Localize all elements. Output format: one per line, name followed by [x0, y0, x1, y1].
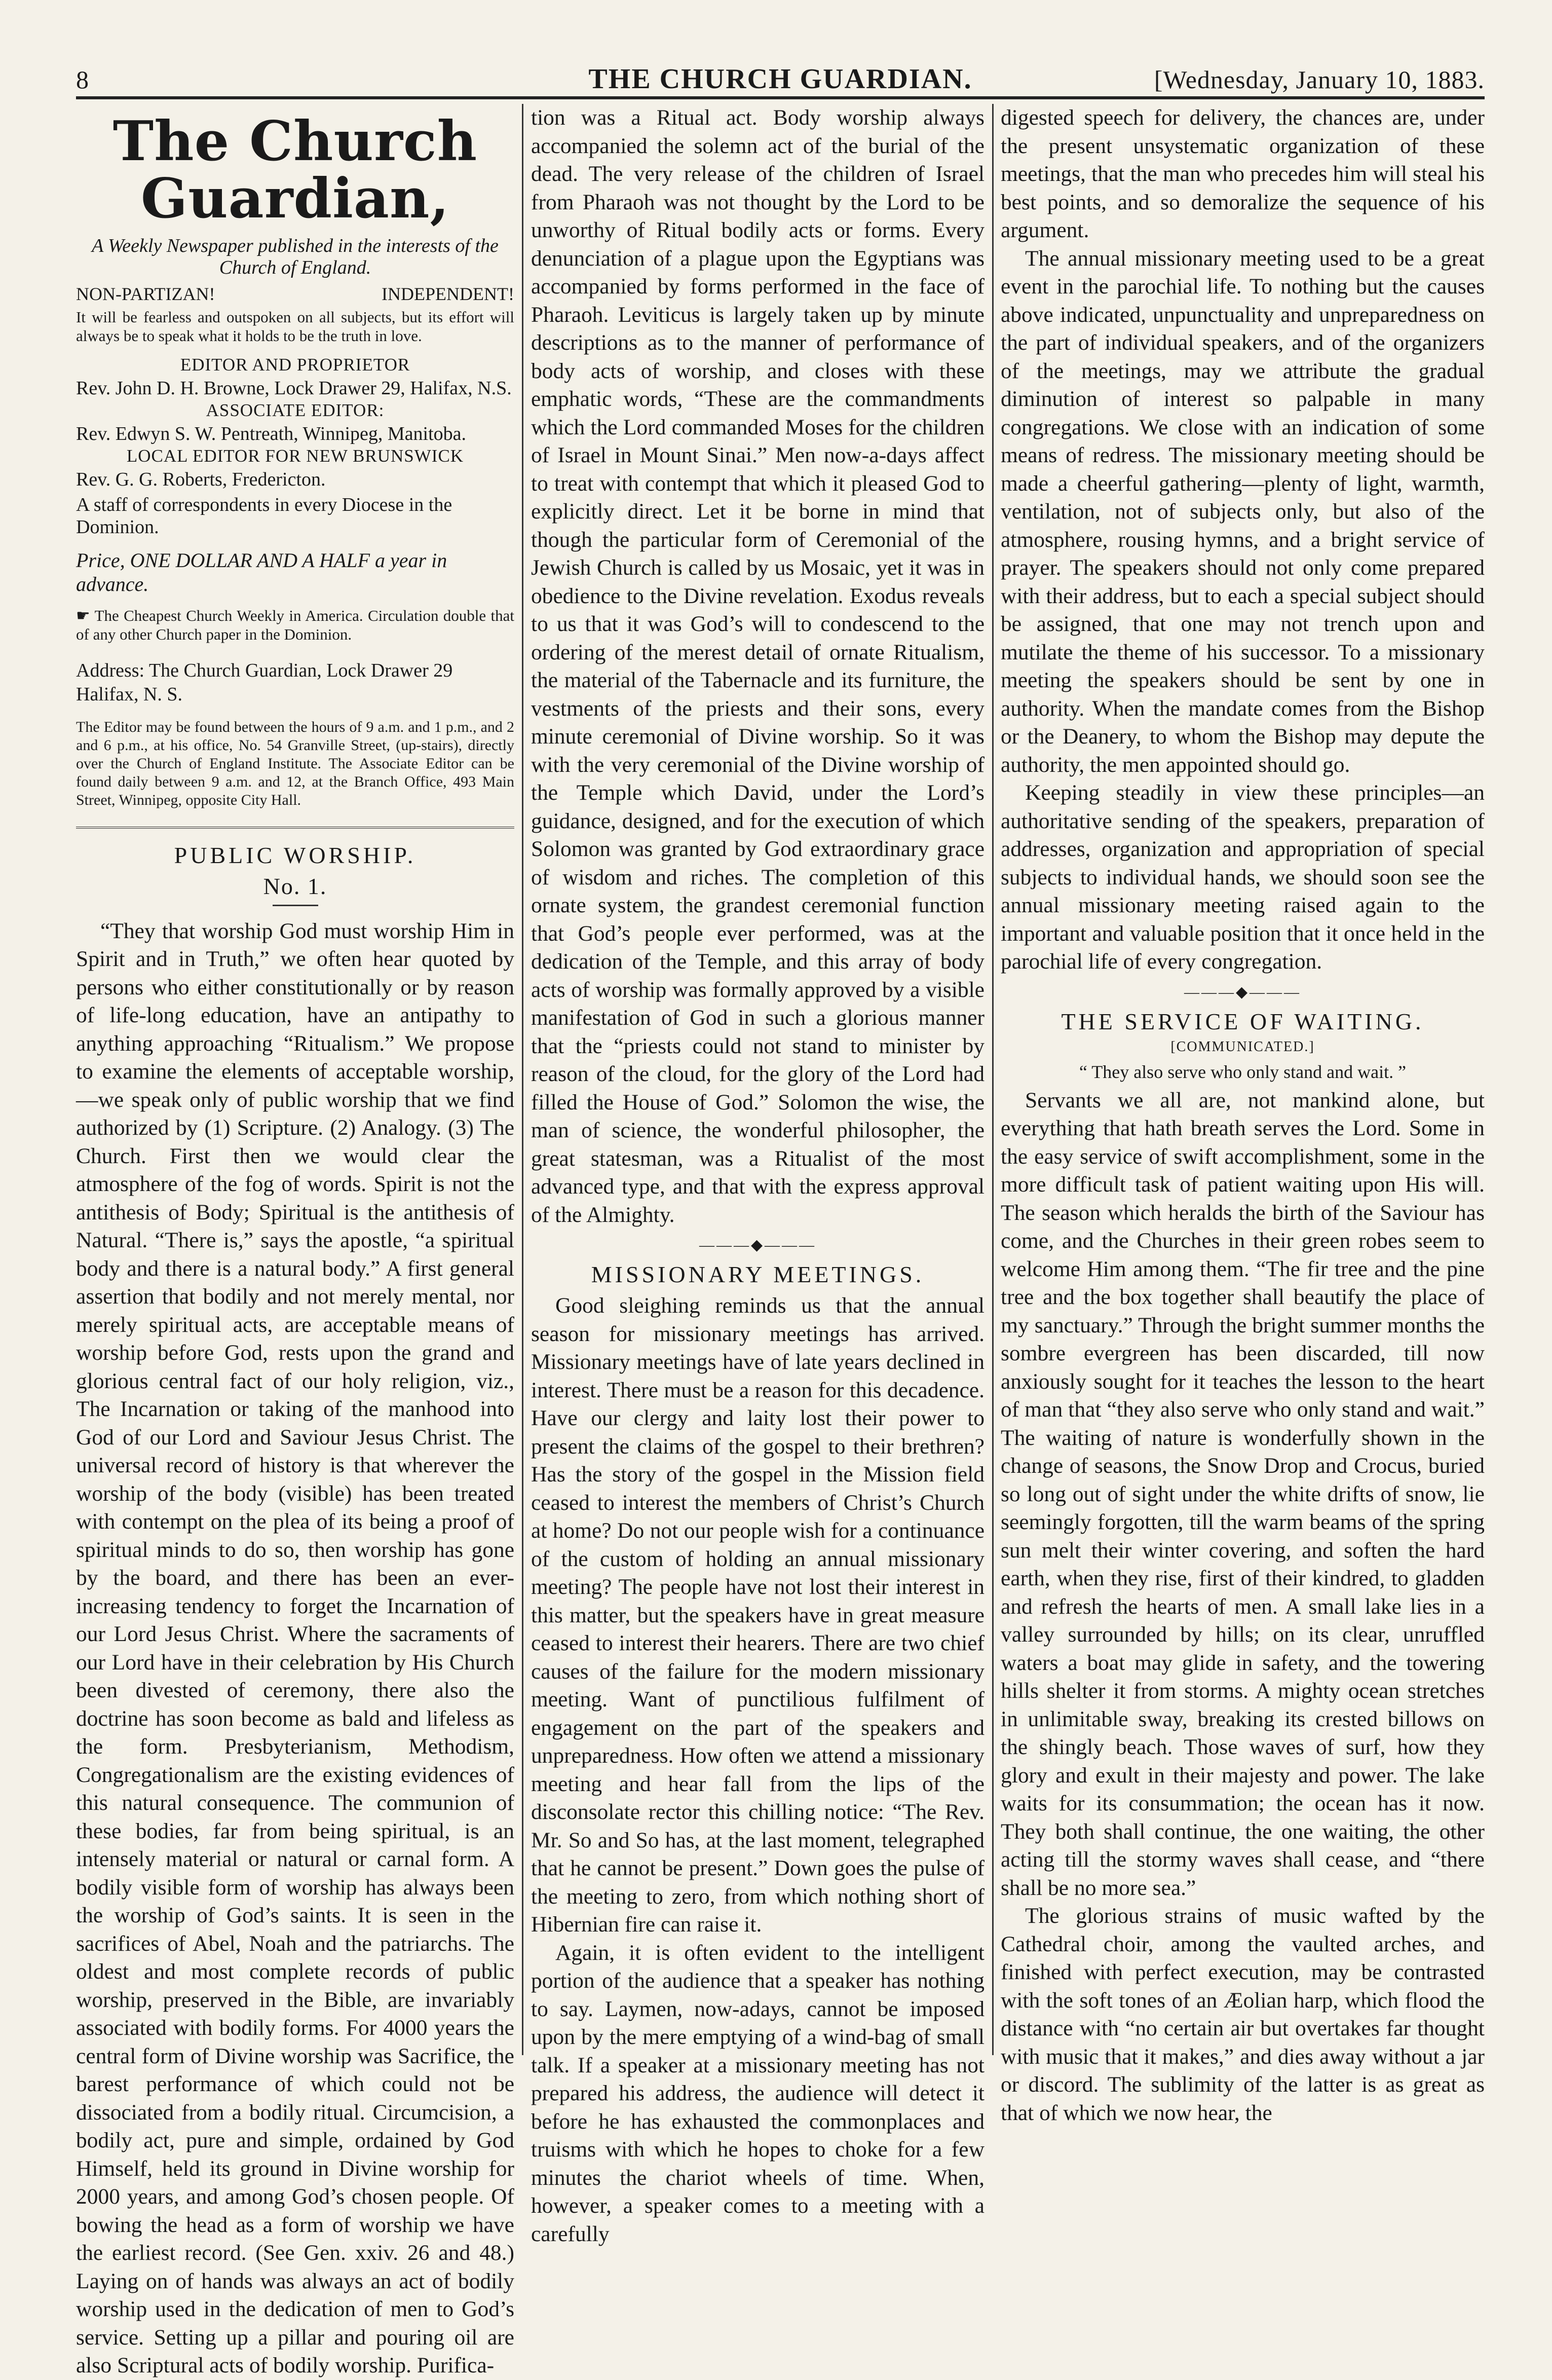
page-number: 8	[76, 65, 89, 94]
fearless-note: It will be fearless and outspoken on all subjects, but its effort will always be to speak what it holds to be the truth in love.	[76, 308, 514, 345]
office-hours: The Editor may be found between the hours of 9 a.m. and 1 p.m., and 2 and 6 p.m., at his office, No. 54 Granville Street, (up-stairs), directly over the Church of England Institute. The Associate Editor can be found daily between 9 a.m. and 12, at the Branch Office, 493 Main Street, Winnipeg, opposite City Hall.	[76, 718, 514, 808]
public-worship-number: No. 1.	[263, 873, 327, 899]
associate-heading: ASSOCIATE EDITOR:	[206, 400, 385, 420]
article-paragraph: The annual missionary meeting used to be a great event in the parochial life. To nothing but the causes above indicated, unpunctuality and unpreparedness on the part of individual speakers, and of the organizers of the meetings, may we attribute the gradual diminution of interest so palpable in many congregations. We close with an indication of some means of redress. The missionary meeting should be made a cheerful gathering—plenty of light, warmth, ventilation, not of subjects only, but also of the atmosphere, rousing hymns, and a bright service of prayer. The speakers should not only come prepared with their address, but to each a special subject should be assigned, that one may not trench upon and mutilate the theme of his successor. To a missionary meeting the speakers should be sent by one in authority. When the mandate comes from the Bishop or the Deanery, to whom the Bishop may depute the authority, the men appointed should go.	[1001, 246, 1485, 777]
independent-label: INDEPENDENT!	[382, 284, 514, 305]
column-1	[76, 104, 514, 2378]
article-paragraph: “They that worship God must worship Him in Spirit and in Truth,” we often hear quoted by persons who either constitutionally or by reason of life-long education, have an antipathy to anything approaching “Ritualism.” We propose to examine the elements of acceptable worship,—we speak only of public worship that we find authorized by (1) Scripture. (2) Analogy. (3) The Church. First then we would clear the atmosphere of the fog of words. Spirit is not the antithesis of Body; Spiritual is the antithesis of Natural. “There is,” says the apostle, “a spiritual body and there is a natural body.” A first general assertion that bodily and not merely mental, nor merely spiritual acts, are acceptable means of worship before God, rests upon the grand and glorious central fact of our holy religion, viz., The Incarnation or taking of the manhood into God of our Lord and Saviour Jesus Christ. The universal record of history is that wherever the worship of the body (visible) has been treated with contempt on the plea of its being a proof of spiritual minds to do so, then worship has gone by the board, and there has been an ever-increasing tendency to forget the Incarnation of our Lord Jesus Christ. Where the sacraments of our Lord have in their celebration by His Church been divested of ceremony, there also the doctrine has soon become as bald and lifeless as the form. Presbyterianism, Methodism, Congregationalism are the existing evidences of this natural consequence. The communion of these bodies, far from being spiritual, is an intensely material or natural or carnal form. A bodily visible form of worship has always been the worship of God’s saints. It is seen in the sacrifices of Abel, Noah and the patriarchs. The oldest and most complete records of public worship, preserved in the Bible, are invariably associated with bodily forms. For 4000 years the central form of Divine worship was Sacrifice, the barest performance of which could not be dissociated from a bodily ritual. Circumcision, a bodily act, pure and simple, ordained by God Himself, held its ground in Divine worship for 2000 years, and among God’s chosen people. Of bowing the head as a form of worship we have the earliest record. (See Gen. xxiv. 26 and 48.) Laying on of hands was always an act of bodily worship used in the dedication of men to God’s service. Setting up a pillar and pouring oil are also Scriptural acts of bodily worship. Purifica-	[76, 918, 514, 2378]
article-paragraph: digested speech for delivery, the chances are, under the present unsystematic organization of these meetings, that the man who precedes him will steal his best points, and so demoralize the sequence of his argument.	[1001, 105, 1485, 242]
issue-date: [Wednesday, January 10, 1883.	[1154, 65, 1485, 94]
mailing-address: Address: The Church Guardian, Lock Drawer 29 Halifax, N. S.	[76, 659, 453, 705]
ornamental-divider: ———◆———	[1184, 983, 1302, 1000]
missionary-heading: MISSIONARY MEETINGS.	[591, 1261, 925, 1287]
masthead-slogan	[76, 283, 514, 305]
local-editor-credit: Rev. G. G. Roberts, Fredericton.	[76, 468, 326, 490]
column-divider	[992, 104, 994, 2055]
article-paragraph: Servants we all are, not mankind alone, but everything that hath breath serves the Lord. Some in the easy service of swift accomplishment, some in the more difficult task of patient waiting upon His will. The season which heralds the birth of the Saviour has come, and the Churches in their green robes seem to welcome Him among them. “The fir tree and the pine tree and the box together shall beautify the place of my sanctuary.” Through the bright summer months the sombre evergreen has been discarded, till now anxiously sought for it teaches the lesson to the heart of man that “they also serve who only stand and wait.” The waiting of nature is wonderfully shown in the change of seasons, the Snow Drop and Crocus, buried so long out of sight under the white drifts of snow, lie seemingly forgotten, till the warm beams of the spring sun melt their winter covering, and soften the hard earth, when they rise, first of their kindred, to gladden and refresh the hearts of men. A small lake lies in a valley surrounded by hills; on its clear, unruffled waters a boat may glide in safety, and the towering hills shelter it from storms. A mighty ocean stretches in unlimitable sway, breaking its crested billows on the shingly beach. Those waves of surf, how they glory and exult in their majesty and power. The lake waits for its consummation; the ocean has it now. They both shall continue, the one waiting, the other acting till the stormy waves shall cease, and “there shall be no more sea.”	[1001, 1088, 1485, 1900]
associate-credit: Rev. Edwyn S. W. Pentreath, Winnipeg, Manitoba.	[76, 423, 467, 444]
circulation-note: ☛ The Cheapest Church Weekly in America. Circulation double that of any other Church paper in the Dominion.	[76, 606, 514, 643]
column-3	[1001, 104, 1485, 2125]
article-paragraph: The glorious strains of music wafted by the Cathedral choir, among the vaulted arches, and finished with perfect execution, may be contrasted with the soft tones of an Æolian harp, which flood the distance with “no certain air but overtakes far thought with music that it makes,” and dies away without a jar or discord. The sublimity of the latter is as great as that of which we now hear, the	[1001, 1904, 1485, 2125]
column-divider	[522, 104, 523, 2055]
public-worship-heading: PUBLIC WORSHIP.	[174, 842, 417, 868]
masthead-divider	[76, 827, 514, 829]
running-title: THE CHURCH GUARDIAN.	[588, 63, 972, 95]
non-partizan-label: NON-PARTIZAN!	[76, 284, 215, 305]
local-editor-heading: LOCAL EDITOR FOR NEW BRUNSWICK	[126, 445, 464, 466]
article-paragraph: Good sleighing reminds us that the annual season for missionary meetings has arrived. Missionary meetings have of late years declined in interest. There must be a reason for this decadence. Have our clergy and laity lost their power to present the claims of the gospel to their brethren? Has the story of the gospel in the Mission field ceased to interest the members of Christ’s Church at home? Do not our people wish for a continuance of the custom of holding an annual missionary meeting? The people have not lost their interest in this matter, but the speakers have in great measure ceased to interest their hearers. There are two chief causes of the failure for the modern missionary meeting. Want of punctilious fulfilment of engagement on the part of the speakers and unpreparedness. How often we attend a missionary meeting and hear fall from the lips of the disconsolate rector this chilling notice: “The Rev. Mr. So and So has, at the last moment, telegraphed that he cannot be present.” Down goes the pulse of the meeting to zero, from which nothing short of Hibernian fire can raise it.	[531, 1293, 985, 1937]
column-2	[531, 104, 985, 2246]
editor-heading: EDITOR AND PROPRIETOR	[180, 354, 410, 375]
article-paragraph: Again, it is often evident to the intelligent portion of the audience that a speaker has nothing to say. Laymen, now-adays, cannot be imposed upon by the mere emptying of a wind-bag of small talk. If a speaker at a missionary meeting has not prepared his address, the audience will detect it before he has exhausted the commonplaces and truisms with which he hopes to choke for a few minutes the chariot wheels of time. When, however, a speaker comes to a meeting with a carefully	[531, 1940, 985, 2246]
article-paragraph: tion was a Ritual act. Body worship always accompanied the solemn act of the burial of the dead. The very release of the children of Israel from Pharaoh was not thought by the Lord to be unworthy of Ritual bodily acts or forms. Every denunciation of a plague upon the Egyptians was accompanied by forms performed in the face of Pharaoh. Leviticus is largely taken up by minute descriptions as to the manner of performance of body acts of worship, and closes with these emphatic words, “These are the commandments which the Lord commanded Moses for the children of Israel in Mount Sinai.” Men now-a-days affect to treat with contempt that which it pleased God to explicitly direct. Let it be borne in mind that though the particular form of Ceremonial of the Jewish Church is called by us Mosaic, yet it was in obedience to the Divine revelation. Exodus reveals to us that it was God’s will to condescend to the ordering of the merest detail of ornate Ritualism, the material of the Tabernacle and its furniture, the vestments of the priests and their sons, every minute ceremonial of Divine worship. So it was with the very ceremonial of the Divine worship of the Temple which David, under the Lord’s guidance, designed, and for the execution of which Solomon was granted by God extraordinary grace of wisdom and riches. The completion of this ornate system, the grandest ceremonial function that God’s people ever performed, was at the dedication of the Temple, and this array of body acts of worship was formally approved by a visible manifestation of God in such a glorious manner that the “priests could not stand to minister by reason of the cloud, for the glory of the Lord had filled the House of God.” Solomon the wise, the man of science, the wonderful philosopher, the great statesman, was a Ritualist of the most advanced type, and that with the express approval of the Almighty.	[531, 105, 985, 1227]
epigraph: “ They also serve who only stand and wait. ”	[1079, 1061, 1407, 1082]
staff-note: A staff of correspondents in every Diocese in the Dominion.	[76, 494, 452, 538]
article-paragraph: Keeping steadily in view these principles—an authoritative sending of the speakers, preparation of addresses, organization and appropriation of special subjects to individual hands, we should soon see the annual missionary meeting raised again to the important and valuable position that it once held in the parochial life of every congregation.	[1001, 780, 1485, 974]
masthead-tagline: A Weekly Newspaper published in the interests of the Church of England.	[92, 235, 499, 279]
heading-rule	[273, 905, 318, 906]
ornamental-divider: ———◆———	[699, 1237, 817, 1253]
masthead-title: The Church Guardian,	[112, 109, 478, 231]
waiting-heading: THE SERVICE OF WAITING.	[1061, 1008, 1424, 1034]
communicated-label: [COMMUNICATED.]	[1170, 1038, 1315, 1055]
editor-credit: Rev. John D. H. Browne, Lock Drawer 29, Halifax, N.S.	[76, 377, 512, 399]
running-head	[76, 56, 1485, 101]
subscription-price: Price, ONE DOLLAR AND A HALF a year in advance.	[76, 548, 447, 596]
header-rule	[76, 96, 1485, 99]
